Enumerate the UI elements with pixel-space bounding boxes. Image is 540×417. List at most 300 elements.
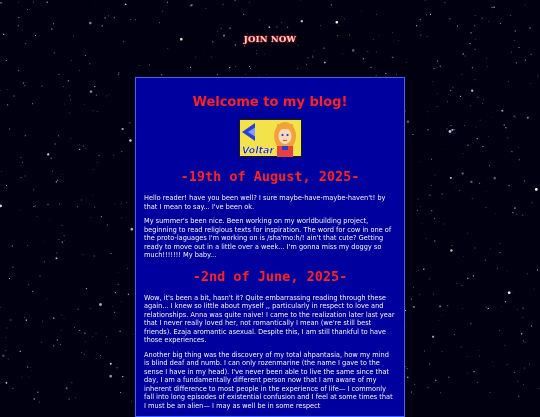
star [392, 57, 393, 58]
star [61, 330, 62, 331]
star [527, 117, 529, 119]
star [195, 57, 196, 58]
star [499, 330, 500, 331]
star [56, 253, 57, 254]
star [8, 359, 9, 360]
star [482, 146, 483, 147]
star [79, 330, 80, 331]
star [112, 306, 113, 307]
star [344, 19, 345, 20]
star [94, 5, 95, 6]
star [406, 62, 407, 63]
star [297, 68, 298, 69]
star [86, 288, 87, 289]
star [118, 72, 119, 73]
star [450, 90, 451, 91]
star [531, 54, 532, 55]
star [444, 2, 445, 3]
star [501, 110, 503, 112]
star [90, 217, 91, 218]
star [518, 396, 519, 397]
star [58, 74, 59, 75]
star [418, 270, 419, 271]
star [63, 86, 64, 87]
star [22, 377, 23, 378]
star [523, 384, 524, 385]
star [464, 125, 465, 126]
star [24, 85, 25, 86]
star [472, 67, 473, 68]
star [471, 90, 473, 92]
star [98, 155, 99, 156]
star [535, 188, 538, 191]
star [25, 176, 26, 177]
star [5, 350, 6, 351]
star [21, 177, 22, 178]
star [493, 177, 495, 179]
star [72, 382, 73, 383]
star [477, 138, 478, 139]
star [396, 74, 397, 75]
star [249, 66, 250, 67]
star [47, 204, 48, 205]
star [10, 319, 11, 320]
star [20, 351, 21, 352]
star [37, 216, 38, 217]
star [130, 19, 131, 20]
star [26, 319, 27, 320]
star [109, 375, 112, 378]
star [432, 336, 434, 338]
star [68, 80, 69, 81]
star [508, 81, 509, 82]
star [27, 366, 28, 367]
star [534, 233, 535, 234]
star [99, 303, 102, 306]
star [9, 129, 10, 130]
star [523, 340, 524, 341]
star [524, 368, 525, 369]
star [429, 195, 430, 196]
post-paragraph: Wow, it's been a bit, hasn't it? Quite embarrassing reading through these again... I knew so little about myself ,, particularly in respect to love and relationships. Anna was quite naive! I came to the realization later last year that I never really loved her, not romantically I mean (we're still best friends). Ezaja aromantic asexual. Despite this, I am still thankful to have those experiences. [144, 294, 396, 345]
star [419, 294, 420, 295]
star [47, 299, 48, 300]
star [512, 291, 513, 292]
star [223, 4, 224, 5]
star [341, 17, 342, 18]
star [81, 352, 82, 353]
star [229, 67, 230, 68]
star [442, 315, 443, 316]
star [442, 149, 443, 150]
star [505, 127, 506, 128]
star [94, 255, 95, 256]
star [18, 2, 19, 3]
star [442, 351, 443, 352]
star [472, 198, 473, 199]
star [420, 206, 421, 207]
star [431, 185, 432, 186]
star [426, 238, 427, 239]
star [51, 158, 52, 159]
star [435, 175, 436, 176]
star [58, 135, 59, 136]
star [118, 74, 119, 75]
star [20, 210, 21, 211]
star [437, 61, 438, 62]
star [133, 334, 134, 335]
star [111, 253, 112, 254]
star [483, 99, 484, 100]
star [93, 195, 94, 196]
star [33, 189, 34, 190]
star [467, 356, 468, 357]
star [101, 216, 102, 217]
star [94, 86, 95, 87]
star [58, 239, 59, 240]
star [437, 93, 438, 94]
star [256, 50, 257, 51]
star [411, 299, 412, 300]
star [405, 366, 406, 367]
star [444, 224, 445, 225]
star [434, 218, 435, 219]
star [440, 392, 441, 393]
star [79, 144, 80, 145]
star [106, 336, 107, 337]
star [524, 181, 525, 182]
star [492, 118, 493, 119]
star [486, 207, 487, 208]
star [79, 70, 80, 71]
star [312, 57, 313, 58]
star [475, 15, 476, 16]
star [370, 67, 371, 68]
star [129, 137, 130, 138]
star [256, 53, 257, 54]
star [14, 95, 15, 96]
star [512, 212, 513, 213]
star [516, 214, 517, 215]
star [488, 136, 489, 137]
star [159, 22, 160, 23]
star [492, 361, 493, 362]
star [205, 8, 206, 9]
star [459, 190, 460, 191]
star [474, 79, 475, 80]
star [479, 355, 480, 356]
star [2, 355, 4, 357]
star [385, 73, 386, 74]
star [245, 74, 246, 75]
star [514, 372, 515, 373]
star [486, 58, 487, 59]
star [83, 146, 84, 147]
star [30, 367, 31, 368]
post-date-heading: -2nd of June, 2025- [144, 269, 396, 285]
star [407, 368, 408, 369]
star [470, 105, 471, 106]
star [486, 307, 487, 308]
star [331, 4, 332, 5]
star [447, 305, 448, 306]
star [121, 301, 122, 302]
star [475, 248, 476, 249]
star [425, 0, 426, 1]
star [435, 380, 436, 381]
star [33, 2, 34, 3]
star [514, 207, 516, 209]
star [338, 25, 339, 26]
star [431, 159, 432, 160]
star [249, 2, 250, 3]
star [516, 62, 517, 63]
star [519, 47, 520, 48]
star [54, 53, 55, 54]
star [493, 6, 494, 7]
star [59, 203, 60, 204]
star [464, 256, 465, 257]
star [405, 310, 406, 311]
star [487, 191, 488, 192]
star [94, 207, 95, 208]
star [517, 309, 518, 310]
star [407, 120, 410, 123]
star [32, 103, 33, 104]
star [473, 275, 474, 276]
star [62, 174, 63, 175]
star [131, 401, 132, 402]
star [368, 51, 369, 52]
star [84, 104, 85, 105]
star [414, 384, 415, 385]
star [504, 345, 505, 346]
star [462, 74, 463, 75]
star [427, 129, 428, 130]
star [56, 257, 58, 259]
star [64, 104, 65, 105]
star [85, 148, 86, 149]
star [453, 87, 454, 88]
star [504, 124, 505, 125]
star [18, 17, 19, 18]
star [139, 65, 140, 66]
star [25, 135, 26, 136]
star [37, 392, 38, 393]
star [129, 122, 130, 123]
star [96, 95, 97, 96]
star [523, 308, 524, 309]
star [20, 157, 21, 158]
star [487, 66, 488, 67]
star [121, 128, 123, 130]
star [511, 151, 512, 152]
star [84, 333, 85, 334]
star [53, 317, 55, 319]
star [118, 284, 119, 285]
star [519, 159, 520, 160]
star [352, 49, 355, 52]
star [6, 328, 7, 329]
star [53, 345, 54, 346]
star [105, 17, 106, 18]
star [41, 342, 42, 343]
star [31, 371, 32, 372]
star [323, 48, 324, 49]
star [121, 151, 122, 152]
star [40, 276, 41, 277]
star [429, 278, 430, 279]
star [448, 377, 449, 378]
star [83, 254, 84, 255]
star [515, 116, 516, 117]
star [110, 363, 112, 365]
star [264, 54, 265, 55]
star [451, 125, 452, 126]
star [489, 165, 490, 166]
star [413, 394, 414, 395]
star [56, 181, 57, 182]
star [490, 392, 491, 393]
star [376, 52, 377, 53]
star [28, 377, 29, 378]
star [496, 214, 497, 215]
star [27, 245, 28, 246]
star [490, 249, 491, 250]
star [90, 308, 91, 309]
star [106, 96, 107, 97]
star [478, 350, 479, 351]
star [243, 14, 244, 15]
star [211, 57, 212, 58]
star [41, 85, 42, 86]
star [81, 200, 82, 201]
blog-welcome-title: Welcome to my blog! [144, 95, 396, 110]
star [426, 14, 427, 15]
star [411, 392, 412, 393]
star [107, 224, 108, 225]
star [479, 183, 480, 184]
star [507, 364, 508, 365]
star [90, 90, 92, 92]
star [507, 137, 508, 138]
star [314, 51, 315, 52]
star [62, 242, 63, 243]
star [342, 54, 343, 55]
star [308, 57, 309, 58]
star [128, 294, 129, 295]
star [306, 64, 307, 65]
star [434, 240, 435, 241]
star [433, 68, 434, 69]
star [423, 268, 424, 269]
star [121, 203, 122, 204]
star [66, 387, 68, 389]
star [467, 145, 468, 146]
star [78, 309, 79, 310]
star [433, 294, 434, 295]
star [167, 2, 168, 3]
star [511, 52, 512, 53]
star [482, 18, 483, 19]
post-paragraph: Hello reader! have you been well? I sure maybe-have-maybe-haven't! by that I mean to say... I've been ok. [144, 194, 396, 211]
star [363, 58, 364, 59]
star [521, 333, 522, 334]
star [22, 162, 23, 163]
star [500, 243, 501, 244]
star [0, 205, 2, 208]
star [267, 74, 268, 75]
star [407, 377, 408, 378]
post-paragraph: Another big thing was the discovery of my total ahpantasia, how my mind is blind deaf and numb. I can only rozenmarine (the name I gave to the sense I have in my head). I've never been able to live the same since that day, I am a fundamentally different person now that I am aware of my inherent difference to most people in the experience of life— I commonly fall into long episodes of existential confusion and I feel at some times that I must be an alien— I may as well be in some respect [144, 351, 396, 411]
star [489, 21, 490, 22]
star [531, 326, 532, 327]
star [18, 70, 19, 71]
star [0, 90, 1, 91]
star [431, 210, 432, 211]
star [525, 5, 526, 6]
star [7, 104, 8, 105]
star [235, 66, 236, 67]
star [1, 171, 2, 172]
star [493, 366, 494, 367]
star [135, 19, 136, 20]
star [482, 103, 483, 104]
star [465, 55, 466, 56]
star [162, 11, 163, 12]
star [0, 307, 1, 308]
star [508, 291, 511, 294]
star [507, 271, 508, 272]
star [439, 305, 441, 307]
star [72, 60, 73, 61]
star [118, 272, 119, 273]
star [461, 347, 462, 348]
star [457, 283, 458, 284]
star [85, 55, 86, 56]
star [100, 355, 101, 356]
star [149, 64, 150, 65]
star [463, 153, 464, 154]
star [12, 388, 13, 389]
star [6, 185, 7, 186]
star [420, 19, 421, 20]
join-now-link[interactable]: JOIN NOW [244, 35, 296, 45]
star [429, 363, 430, 364]
star [424, 351, 425, 352]
star [376, 14, 377, 15]
star [64, 240, 65, 241]
star [405, 110, 406, 111]
star [447, 101, 448, 102]
star [69, 113, 70, 114]
star [477, 382, 478, 383]
star [167, 48, 168, 49]
star [96, 333, 97, 334]
star [505, 301, 506, 302]
join-now-nav [0, 27, 540, 46]
star [93, 110, 94, 111]
star [467, 278, 468, 279]
star [161, 74, 162, 75]
star [47, 2, 48, 3]
star [57, 180, 58, 181]
star [510, 15, 511, 16]
star [320, 25, 321, 26]
star [412, 134, 413, 135]
star [376, 75, 377, 76]
star [127, 268, 128, 269]
